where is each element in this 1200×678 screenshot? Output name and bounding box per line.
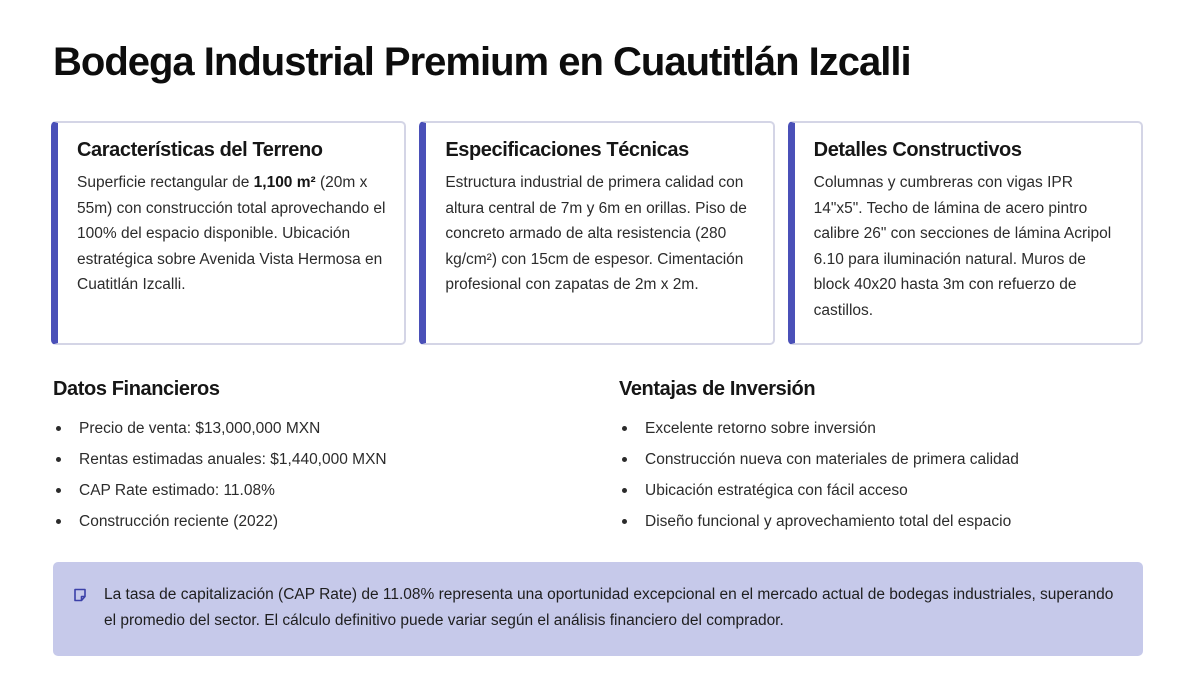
advantages-list: [619, 417, 1159, 541]
list-item: Construcción reciente (2022): [53, 510, 593, 541]
card-title: Especificaciones Técnicas: [445, 139, 689, 161]
card-especificaciones: [419, 121, 774, 345]
page-title: Bodega Industrial Premium en Cuautitlán Izcalli: [53, 40, 911, 84]
list-item: Precio de venta: $13,000,000 MXN: [53, 417, 593, 448]
surface-area-value: 1,100 m²: [253, 174, 316, 191]
list-item: Ubicación estratégica con fácil acceso: [619, 479, 1159, 510]
section-title: Datos Financieros: [53, 378, 220, 400]
card-body: Columnas y cumbreras con vigas IPR 14"x5". Techo de lámina de acero pintro calibre 26" con secciones de lámina Acripol 6.10 para iluminación natural. Muros de block 40x20 hasta 3m con refuerzo de castillos.: [813, 174, 1112, 319]
card-detalles: [788, 121, 1143, 345]
list-item: Construcción nueva con materiales de primera calidad: [619, 448, 1159, 479]
cap-rate-note: [53, 562, 1143, 656]
advantages-section: [619, 378, 1159, 541]
feature-cards: [51, 121, 1143, 345]
financial-section: [53, 378, 593, 541]
list-item: Rentas estimadas anuales: $1,440,000 MXN: [53, 448, 593, 479]
list-item: CAP Rate estimado: 11.08%: [53, 479, 593, 510]
card-body: Estructura industrial de primera calidad con altura central de 7m y 6m en orillas. Piso de concreto armado de alta resistencia (280 kg/cm²) con 15cm de espesor. Cimentación profesional con zapatas de 2m x 2m.: [445, 174, 747, 294]
list-item: Excelente retorno sobre inversión: [619, 417, 1159, 448]
card-terreno: [51, 121, 406, 345]
sticky-note-icon: [73, 588, 87, 602]
card-body: Superficie rectangular de 1,100 m² (20m x 55m) con construcción total aprovechando el 100% del espacio disponible. Ubicación estratégica sobre Avenida Vista Hermosa en Cuatitlán Izcalli.: [77, 174, 386, 294]
note-text: La tasa de capitalización (CAP Rate) de 11.08% representa una oportunidad excepcional en el mercado actual de bodegas industriales, superando el promedio del sector. El cálculo definitivo puede variar según el análisis financiero del comprador.: [104, 586, 1114, 629]
card-title: Características del Terreno: [77, 139, 323, 161]
list-item: Diseño funcional y aprovechamiento total del espacio: [619, 510, 1159, 541]
section-title: Ventajas de Inversión: [619, 378, 816, 400]
card-title: Detalles Constructivos: [813, 139, 1022, 161]
financial-list: [53, 417, 593, 541]
